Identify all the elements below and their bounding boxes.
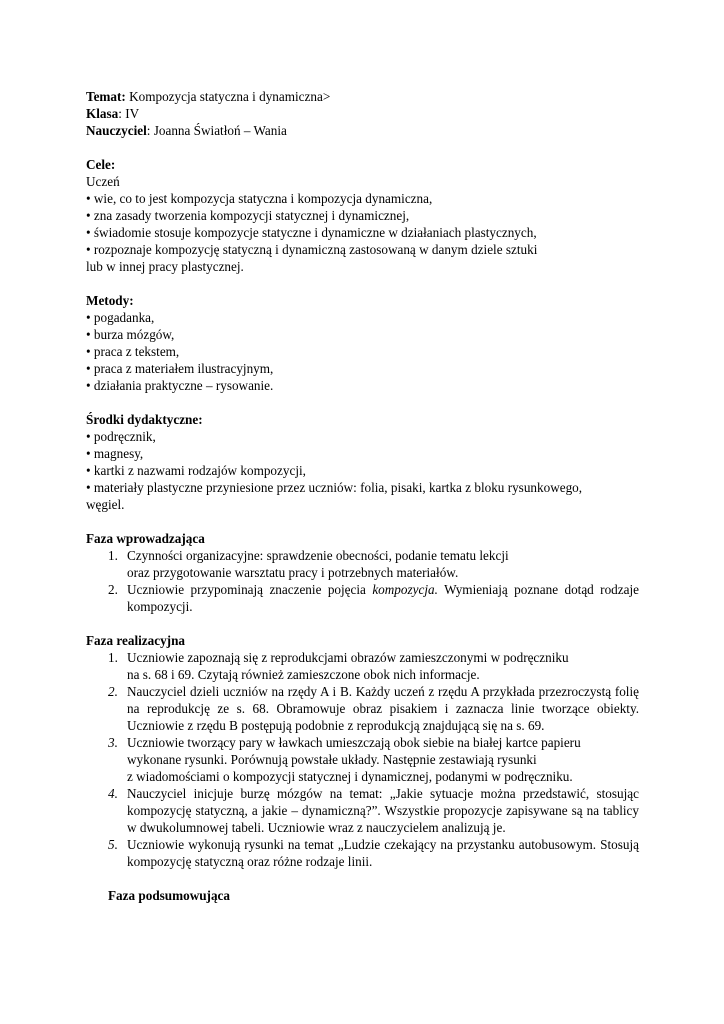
lesson-plan-document	[86, 88, 639, 904]
resource-item: • kartki z nazwami rodzajów kompozycji,	[86, 463, 306, 478]
spacer	[86, 275, 639, 292]
intro-phase-list	[86, 547, 639, 615]
method-item: • działania praktyczne – rysowanie.	[86, 378, 274, 393]
main-phase-step	[86, 836, 639, 870]
intro-phase-step	[86, 547, 639, 581]
teacher-line	[86, 122, 639, 139]
teacher-value: : Joanna Światłoń – Wania	[146, 123, 287, 138]
step-number: 4.	[108, 786, 118, 801]
step-text	[127, 581, 639, 615]
resource-item: • magnesy,	[86, 446, 144, 461]
resources-heading	[86, 411, 639, 428]
intro-phase-heading-text: Faza wprowadzająca	[86, 531, 205, 546]
intro-phase-heading	[86, 530, 639, 547]
step-text: Nauczyciel dzieli uczniów na rzędy A i B. Każdy uczeń z rzędu A przykłada przezroczystą folię na reprodukcję ze s. 68. Obramowuje obraz pisakiem i zaznacza linie tworzące obiekty. Uczniowie z rzędu B postępują podobnie z reprodukcją znajdującą się na s. 69.	[127, 684, 639, 733]
step-number: 2.	[108, 684, 118, 699]
step-text: z wiadomościami o kompozycji statycznej i dynamicznej, podanymi w podręczniku.	[127, 769, 573, 784]
topic-line	[86, 88, 639, 105]
step-text: Uczniowie tworzący pary w ławkach umieszczają obok siebie na białej kartce papieru	[127, 735, 581, 750]
spacer	[86, 870, 639, 887]
methods-heading-text: Metody:	[86, 293, 134, 308]
method-item: • praca z materiałem ilustracyjnym,	[86, 361, 274, 376]
teacher-label: Nauczyciel	[86, 123, 147, 138]
step-text-part: Wymieniają poznane dotąd rodzaje kompozycji.	[127, 582, 639, 614]
resource-item-continuation: węgiel.	[86, 497, 125, 512]
step-text: oraz przygotowanie warsztatu pracy i potrzebnych materiałów.	[127, 565, 459, 580]
step-number: 1.	[108, 650, 118, 665]
main-phase-step	[86, 649, 639, 683]
spacer	[86, 513, 639, 530]
resources-heading-text: Środki dydaktyczne:	[86, 412, 203, 427]
methods-heading	[86, 292, 639, 309]
main-phase-step	[86, 734, 639, 785]
method-item: • praca z tekstem,	[86, 344, 180, 359]
step-number: 2.	[108, 582, 118, 597]
step-text-part: Uczniowie przypominają znaczenie pojęcia	[127, 582, 373, 597]
main-phase-step	[86, 785, 639, 836]
spacer	[86, 615, 639, 632]
topic-label: Temat:	[86, 89, 126, 104]
class-label: Klasa	[86, 106, 119, 121]
method-item: • burza mózgów,	[86, 327, 175, 342]
goal-item: • wie, co to jest kompozycja statyczna i kompozycja dynamiczna,	[86, 191, 433, 206]
topic-value: Kompozycja statyczna i dynamiczna>	[125, 89, 331, 104]
step-text: Czynności organizacyjne: sprawdzenie obecności, podanie tematu lekcji	[127, 548, 509, 563]
main-phase-heading	[86, 632, 639, 649]
resource-item: • materiały plastyczne przyniesione przez uczniów: folia, pisaki, kartka z bloku rysunkowego,	[86, 480, 583, 495]
step-number: 5.	[108, 837, 118, 852]
resource-item: • podręcznik,	[86, 429, 156, 444]
main-phase-list	[86, 649, 639, 870]
step-text-italic: kompozycja.	[372, 582, 438, 597]
goals-heading	[86, 156, 639, 173]
spacer	[86, 394, 639, 411]
method-item: • pogadanka,	[86, 310, 155, 325]
step-number: 1.	[108, 548, 118, 563]
spacer	[86, 139, 639, 156]
step-text: Nauczyciel inicjuje burzę mózgów na temat: „Jakie sytuacje można przedstawić, stosując kompozycję statyczną, a jakie – dynamiczną?”. Wszystkie propozycje zapisywane są na tablicy w dwukolumnowej tabeli. Uczniowie wraz z nauczycielem analizują je.	[127, 786, 639, 835]
summary-phase-heading	[86, 887, 639, 904]
main-phase-heading-text: Faza realizacyjna	[86, 633, 185, 648]
class-value: : IV	[118, 106, 140, 121]
goal-item-continuation: lub w innej pracy plastycznej.	[86, 259, 244, 274]
step-text: na s. 68 i 69. Czytają również zamieszczone obok nich informacje.	[127, 667, 480, 682]
summary-phase-heading-text: Faza podsumowująca	[108, 888, 230, 903]
step-number: 3.	[108, 735, 118, 750]
goals-intro: Uczeń	[86, 174, 120, 189]
step-text: Uczniowie zapoznają się z reprodukcjami obrazów zamieszczonymi w podręczniku	[127, 650, 569, 665]
intro-phase-step	[86, 581, 639, 615]
step-text: wykonane rysunki. Porównują powstałe układy. Następnie zestawiają rysunki	[127, 752, 537, 767]
step-text: Uczniowie wykonują rysunki na temat „Ludzie czekający na przystanku autobusowym. Stosują kompozycję statyczną oraz różne rodzaje linii.	[127, 837, 639, 869]
main-phase-step	[86, 683, 639, 734]
goal-item: • zna zasady tworzenia kompozycji statycznej i dynamicznej,	[86, 208, 410, 223]
class-line	[86, 105, 639, 122]
goal-item: • rozpoznaje kompozycję statyczną i dynamiczną zastosowaną w danym dziele sztuki	[86, 242, 538, 257]
goal-item: • świadomie stosuje kompozycje statyczne i dynamiczne w działaniach plastycznych,	[86, 225, 537, 240]
goals-heading-text: Cele:	[86, 157, 116, 172]
